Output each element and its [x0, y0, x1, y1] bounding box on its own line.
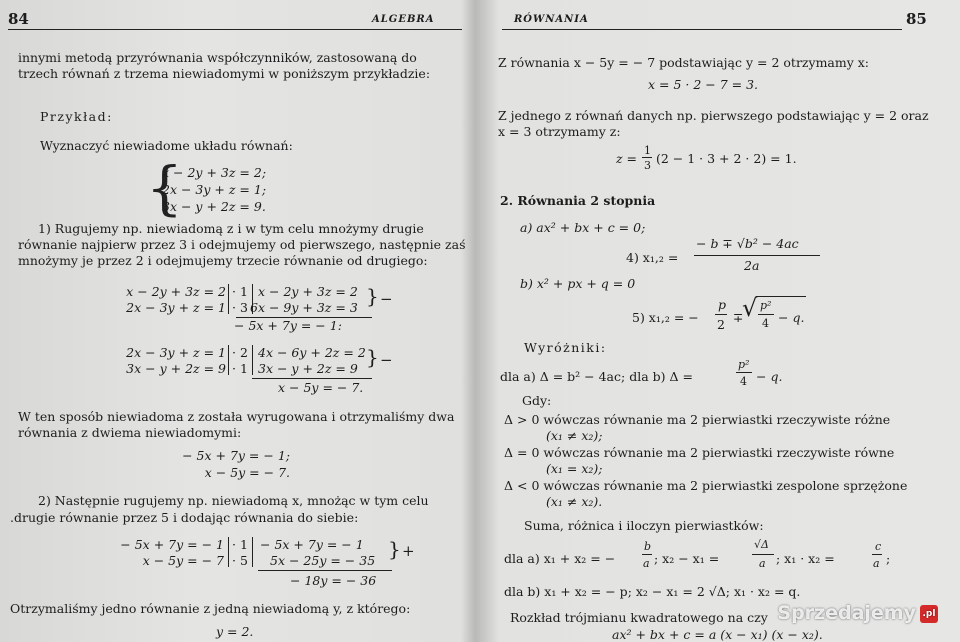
sa-prod: ; x₁ · x₂ =	[776, 551, 835, 566]
watermark-logo	[777, 602, 938, 624]
frac-bar	[758, 314, 774, 315]
eq-line: x = 5 · 2 − 7 = 3.	[648, 77, 759, 92]
gdy: Gdy:	[522, 393, 552, 408]
eq-a: a) ax² + bx + c = 0;	[520, 220, 646, 235]
block1-right: x − 2y + 3z = 2	[258, 284, 358, 299]
frac-bar	[715, 314, 727, 315]
section-heading: 2. Równania 2 stopnia	[500, 193, 656, 208]
disc-b-num: p²	[738, 358, 750, 371]
disc-b-tail: − q.	[756, 369, 783, 384]
step1-text: równanie najpierw przez 3 i odejmujemy od pierwszego, następnie zaś	[18, 237, 466, 252]
case-line: Δ > 0 wówczas równanie ma 2 pierwiastki rzeczywiste różne	[504, 412, 891, 427]
step1-text: 1) Rugujemy np. niewiadomą z i w tym celu mnożymy drugie	[38, 221, 424, 236]
two-eq: − 5x + 7y = − 1;	[182, 448, 290, 463]
sa-a3: a	[873, 557, 880, 570]
watermark-badge: .pl	[920, 605, 938, 623]
z-eq: z =	[616, 151, 638, 166]
frac-bar	[694, 255, 820, 256]
sum-heading: Suma, różnica i iloczyn pierwiastków:	[524, 518, 764, 533]
frac-bar	[736, 372, 752, 373]
page-number: 84	[8, 10, 29, 28]
running-head: RÓWNANIA	[514, 14, 589, 25]
text-line: Z jednego z równań danych np. pierwszego podstawiając y = 2 oraz	[498, 108, 929, 123]
frac-num: 1	[644, 144, 651, 157]
block3-result: − 18y = − 36	[290, 573, 377, 588]
case-line: (x₁ ≠ x₂).	[546, 494, 603, 509]
brace: }	[388, 537, 401, 561]
block3-left: − 5x + 7y = − 1	[120, 537, 224, 552]
rozklad-eq: ax² + bx + c = a (x − x₁) (x − x₂).	[612, 627, 823, 642]
f5-label: 5) x₁,₂ = −	[632, 310, 699, 325]
step2-text: 2) Następnie rugujemy np. niewiadomą x, mnożąc w tym celu	[38, 493, 429, 508]
disc-b-den: 4	[740, 375, 747, 388]
block2-left: 3x − y + 2z = 9	[126, 361, 226, 376]
sa-b: b	[644, 540, 652, 553]
case-line: Δ = 0 wówczas równanie ma 2 pierwiastki rzeczywiste równe	[504, 445, 895, 460]
page-number: 85	[906, 10, 927, 28]
header-rule	[502, 29, 902, 30]
f5-tail: − q.	[778, 310, 805, 325]
header-rule	[8, 29, 462, 30]
after-text: W ten sposób niewiadoma z została wyrugowana i otrzymaliśmy dwa	[18, 409, 455, 424]
f5-root-num: p²	[760, 299, 772, 312]
f4-num: − b ∓ √b² − 4ac	[696, 236, 799, 251]
case-line: (x₁ ≠ x₂);	[546, 428, 603, 443]
rozklad-line: Rozkład trójmianu kwadratowego na czy	[510, 610, 768, 625]
sum-a: dla a) x₁ + x₂ = −	[504, 551, 616, 566]
step1-text: mnożymy je przez 2 i odejmujemy trzecie równanie od drugiego:	[18, 253, 428, 268]
running-head: ALGEBRA	[372, 14, 435, 25]
system-eq: 3x − y + 2z = 9.	[162, 199, 266, 214]
final-text: Otrzymaliśmy jedno równanie z jedną niewiadomą y, z którego:	[10, 601, 411, 616]
sqrt-sign: √	[742, 294, 758, 322]
right-page	[486, 0, 960, 642]
brace: }	[366, 284, 379, 308]
block1-left: x − 2y + 3z = 2	[126, 284, 226, 299]
left-page	[0, 0, 472, 642]
frac-bar	[642, 554, 652, 555]
eq-b: b) x² + px + q = 0	[520, 276, 636, 291]
brace: }	[366, 345, 379, 369]
sa-diff: ; x₂ − x₁ =	[654, 551, 720, 566]
f5-p: p	[718, 297, 727, 312]
divider	[252, 537, 253, 567]
text-line: x = 3 otrzymamy z:	[498, 124, 621, 139]
block2-mult: · 1	[232, 361, 248, 376]
left-header	[0, 10, 472, 30]
task-text: Wyznaczyć niewiadome układu równań:	[40, 138, 293, 153]
block1-left: 2x − 3y + z = 1	[126, 300, 226, 315]
disc-heading: Wyróżniki:	[524, 340, 607, 355]
block2-right: 3x − y + 2z = 9	[258, 361, 358, 376]
sum-b: dla b) x₁ + x₂ = − p; x₂ − x₁ = 2 √Δ; x₁ · x₂ = q.	[504, 584, 801, 599]
sa-a2: a	[759, 557, 766, 570]
block1-mult: · 3	[232, 300, 248, 315]
system-eq: 2x − 3y + z = 1;	[162, 182, 267, 197]
divider	[228, 345, 229, 375]
z-eq-tail: (2 − 1 · 3 + 2 · 2) = 1.	[656, 151, 797, 166]
block3-right: 5x − 25y = − 35	[270, 553, 376, 568]
step2-text: .drugie równanie przez 5 i dodając równania do siebie:	[10, 510, 359, 525]
case-line: Δ < 0 wówczas równanie ma 2 pierwiastki zespolone sprzężone	[504, 478, 908, 493]
f4-label: 4) x₁,₂ =	[626, 250, 679, 265]
block3-mult: · 1	[232, 537, 248, 552]
block1-result: − 5x + 7y = − 1:	[234, 318, 342, 333]
frac-bar	[872, 554, 882, 555]
block2-op: −	[380, 351, 393, 369]
block2-result: x − 5y = − 7.	[278, 380, 364, 395]
sum-rule	[258, 570, 392, 571]
sqrt-bar	[756, 296, 806, 297]
system-eq: x − 2y + 3z = 2;	[162, 165, 267, 180]
block3-right: − 5x + 7y = − 1	[260, 537, 364, 552]
block2-mult: · 2	[232, 345, 248, 360]
after-text: równania z dwiema niewiadomymi:	[18, 425, 242, 440]
block3-left: x − 5y = − 7	[142, 553, 224, 568]
two-eq: x − 5y = − 7.	[204, 465, 290, 480]
intro-line: trzech równań z trzema niewiadomymi w poniższym przykładzie:	[18, 66, 431, 81]
disc-line: dla a) Δ = b² − 4ac; dla b) Δ =	[500, 369, 693, 384]
intro-line: innymi metodą przyrównania współczynników, zastosowaną do	[18, 50, 417, 65]
watermark-text: Sprzedajemy	[777, 602, 916, 624]
sa-end: ;	[886, 551, 891, 566]
f5-2: 2	[717, 317, 725, 332]
sa-c: c	[875, 540, 882, 553]
right-header	[486, 10, 960, 30]
block2-left: 2x − 3y + z = 1	[126, 345, 226, 360]
block2-right: 4x − 6y + 2z = 2	[258, 345, 366, 360]
final-eq: y = 2.	[216, 624, 254, 639]
sa-root: √Δ	[754, 538, 769, 551]
block3-op: +	[402, 542, 415, 560]
example-heading: Przykład:	[40, 109, 113, 124]
block1-right: 6x − 9y + 3z = 3	[250, 300, 358, 315]
frac-bar	[752, 554, 774, 555]
divider	[252, 345, 253, 375]
f4-den: 2a	[744, 258, 760, 273]
block1-op: −	[380, 290, 393, 308]
case-line: (x₁ = x₂);	[546, 461, 603, 476]
block3-mult: · 5	[232, 553, 248, 568]
system-brace: {	[146, 154, 183, 222]
divider	[228, 537, 229, 567]
frac-den: 3	[644, 159, 651, 172]
divider	[228, 284, 229, 314]
sa-a: a	[643, 557, 650, 570]
block1-mult: · 1	[232, 284, 248, 299]
text-line: Z równania x − 5y = − 7 podstawiając y = 2 otrzymamy x:	[498, 55, 870, 70]
f5-mid: ∓	[733, 310, 744, 325]
f5-root-den: 4	[762, 317, 769, 330]
